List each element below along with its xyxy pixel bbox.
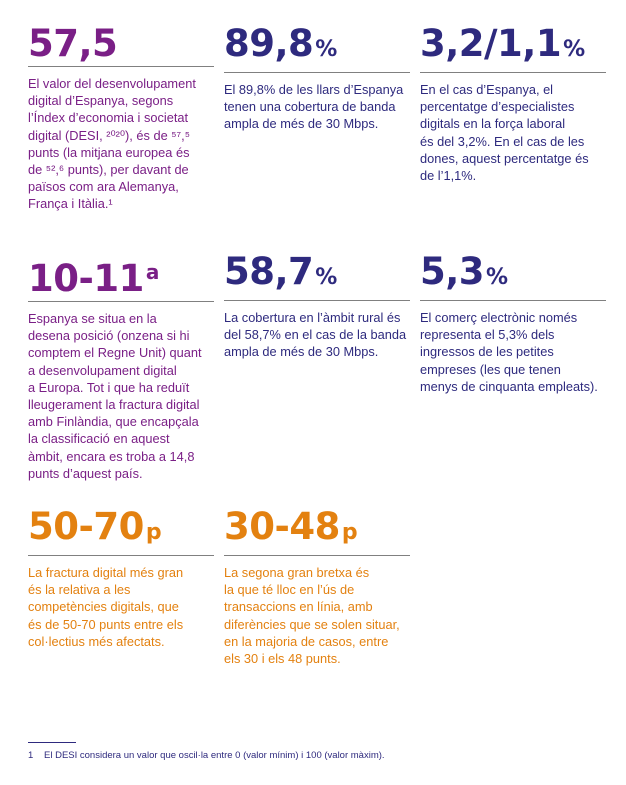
- stat-value: 50-70p: [28, 505, 162, 548]
- divider: [28, 301, 214, 302]
- stat-value: 5,3%: [420, 250, 508, 293]
- footnote-number: 1: [28, 750, 34, 761]
- stat-description: La fractura digital més gran és la relativa a les competències digitals, que és de 50-70 punts entre els col·lectius més afectats.: [28, 565, 184, 649]
- footnote: [28, 750, 608, 762]
- stat-value: 89,8%: [224, 22, 337, 65]
- divider: [28, 66, 214, 67]
- stat-unit: %: [486, 265, 508, 290]
- stat-skills-gap: [28, 507, 214, 650]
- stat-online-transactions-gap: [224, 507, 410, 667]
- divider: [28, 555, 214, 556]
- divider: [224, 300, 410, 301]
- stat-ecommerce-revenue: [420, 252, 606, 395]
- divider: [420, 300, 606, 301]
- stat-unit: p: [341, 520, 358, 545]
- divider: [224, 72, 410, 73]
- stat-unit: %: [315, 265, 337, 290]
- stat-description: El comerç electrònic només representa el 5,3% dels ingressos de les petites empreses (les que tenen menys de cinquanta empleats).: [420, 310, 598, 394]
- stat-value: 58,7%: [224, 250, 337, 293]
- stat-description: En el cas d’Espanya, el percentatge d’especialistes digitals en la força laboral és del 3,2%. En el cas de les dones, aquest percentatge és de l’1,1%.: [420, 82, 589, 184]
- stat-broadband-households: [224, 24, 410, 133]
- divider: [420, 72, 606, 73]
- stat-value: 57,5: [28, 22, 118, 65]
- stat-value: 30-48p: [224, 505, 358, 548]
- stat-description: La cobertura en l’àmbit rural és del 58,7% en el cas de la banda ampla de més de 30 Mbps.: [224, 310, 407, 360]
- stat-description: El valor del desenvolupament digital d’Espanya, segons l’Índex d’economia i societat digital (DESI, ²⁰²⁰), és de ⁵⁷,⁵ punts (la mitjana europea és de ⁵²,⁶ punts), per davant de països com ara Alemanya, França i Itàlia.¹: [28, 76, 196, 212]
- stat-description: Espanya se situa en la desena posició (onzena si hi comptem el Regne Unit) quant a desenvolupament digital a Europa. Tot i que ha reduït lleugerament la fractura digital amb Finlàndia, que encapçala la classificació en aquest àmbit, encara es troba a 14,8 punts d’aquest país.: [28, 311, 202, 481]
- stat-unit: a: [145, 260, 159, 284]
- stat-description: La segona gran bretxa és la que té lloc en l’ús de transaccions en línia, amb diferències que se solen situar, en la majoria de casos, entre els 30 i els 48 punts.: [224, 565, 400, 667]
- stat-ranking-position: [28, 252, 214, 482]
- footnote-divider: [28, 742, 76, 743]
- footnote-text: El DESI considera un valor que oscil·la entre 0 (valor mínim) i 100 (valor màxim).: [44, 750, 385, 761]
- stat-unit: %: [563, 37, 585, 62]
- divider: [224, 555, 410, 556]
- stat-value: 3,2/1,1%: [420, 22, 585, 65]
- stat-description: El 89,8% de les llars d’Espanya tenen una cobertura de banda ampla de més de 30 Mbps.: [224, 82, 404, 132]
- stat-value: 10-11 $^a$: [28, 257, 159, 300]
- stat-digital-specialists: [420, 24, 606, 184]
- stat-unit: p: [145, 520, 162, 545]
- stat-rural-coverage: [224, 252, 410, 361]
- stat-desi-score: [28, 24, 214, 213]
- stat-unit: %: [315, 37, 337, 62]
